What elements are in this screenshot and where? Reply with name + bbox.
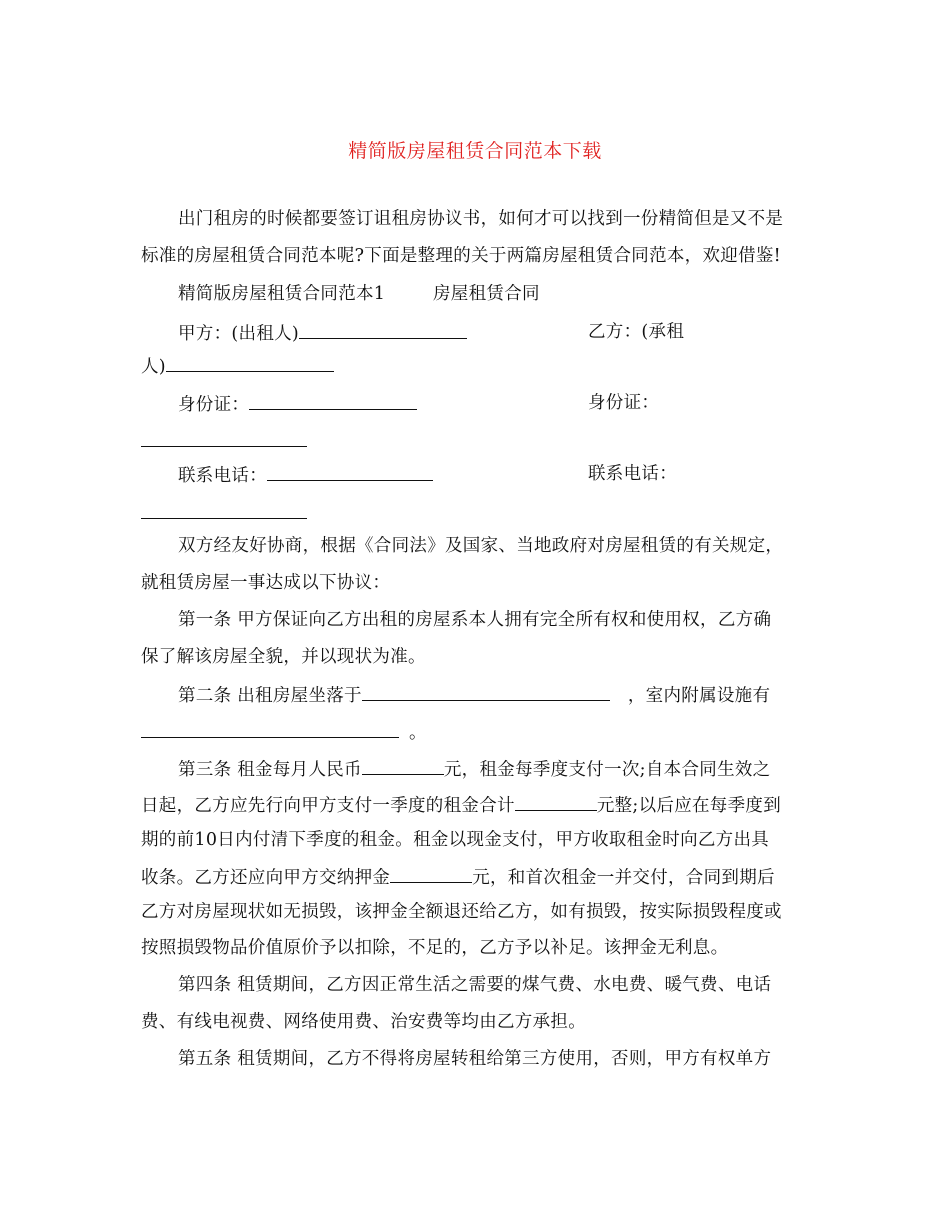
id-a-blank: [249, 391, 417, 410]
heading-part-1: 精简版房屋租赁合同范本1: [178, 284, 386, 304]
document-title: 精简版房屋租赁合同范本下载: [348, 140, 602, 162]
article-2-line-2: [141, 719, 427, 745]
party-a-text: 甲方：(出租人): [178, 324, 300, 344]
intro-line-1: 出门租房的时候都要签订诅租房协议书，如何才可以找到一份精简但是又不是: [178, 209, 784, 229]
phone-a-label: [178, 462, 433, 488]
article-2-text-b: ，室内附属设施有: [627, 686, 771, 706]
phone-b-blank: [141, 518, 307, 519]
id-a-text: 身份证：: [178, 395, 250, 415]
party-b-label-1: 乙方：(承租: [588, 322, 685, 342]
article-2-text-a: 第二条 出租房屋坐落于: [178, 686, 362, 706]
monthly-rent-blank: [362, 756, 444, 775]
intro-line-2: 标准的房屋租赁合同范本呢?下面是整理的关于两篇房屋租赁合同范本，欢迎借鉴!: [141, 246, 782, 266]
id-b-blank: [141, 446, 307, 447]
party-b-label-2: [141, 353, 334, 379]
article-1-line-2: 保了解该房屋全貌，并以现状为准。: [141, 647, 426, 667]
party-b-blank: [166, 353, 334, 372]
article-2-location-blank: [362, 682, 610, 701]
article-3-line-2: [141, 792, 781, 818]
article-3-text-4b: 元，和首次租金一并交付，合同到期后: [472, 868, 775, 888]
phone-a-blank: [267, 462, 433, 481]
article-2-facilities-blank: [141, 719, 399, 738]
article-3-line-5: 乙方对房屋现状如无损毁，该押金全额退还给乙方，如有损毁，按实际损毁程度或: [141, 902, 782, 922]
party-a-blank: [299, 320, 467, 339]
party-b-text: 人): [141, 357, 166, 377]
article-3-line-6: 按照损毁物品价值原价予以扣除，不足的，乙方予以补足。该押金无利息。: [141, 938, 729, 958]
article-4-line-1: 第四条 租赁期间，乙方因正常生活之需要的煤气费、水电费、暖气费、电话: [178, 975, 772, 995]
party-a-label: [178, 320, 467, 346]
article-2-line-1: [178, 682, 770, 708]
article-3-text-2b: 元整;以后应在每季度到: [596, 796, 782, 816]
phone-a-text: 联系电话：: [178, 466, 267, 486]
article-3-text-1a: 第三条 租金每月人民币: [178, 760, 362, 780]
quarterly-rent-blank: [515, 792, 597, 811]
article-3-text-1b: 元，租金每季度支付一次;自本合同生效之: [443, 760, 771, 780]
article-1-line-1: 第一条 甲方保证向乙方出租的房屋系本人拥有完全所有权和使用权，乙方确: [178, 610, 772, 630]
id-a-label: [178, 391, 417, 417]
article-3-line-1: [178, 756, 770, 782]
article-3-text-4a: 收条。乙方还应向甲方交纳押金: [141, 868, 391, 888]
article-3-line-4: [141, 864, 775, 890]
preamble-line-1: 双方经友好协商，根据《合同法》及国家、当地政府对房屋租赁的有关规定，: [178, 536, 784, 556]
phone-b-label: 联系电话：: [588, 464, 677, 484]
preamble-line-2: 就租赁房屋一事达成以下协议：: [141, 573, 391, 593]
deposit-blank: [390, 864, 472, 883]
article-2-text-c: 。: [409, 723, 427, 743]
heading-part-2: 房屋租赁合同: [433, 284, 540, 304]
id-b-label: 身份证：: [588, 393, 660, 413]
article-3-line-3: 期的前10日内付清下季度的租金。租金以现金支付，甲方收取租金时向乙方出具: [141, 830, 770, 850]
article-5-line-1: 第五条 租赁期间，乙方不得将房屋转租给第三方使用，否则，甲方有权单方: [178, 1049, 772, 1069]
article-3-text-2a: 日起，乙方应先行向甲方支付一季度的租金合计: [141, 796, 515, 816]
article-4-line-2: 费、有线电视费、网络使用费、治安费等均由乙方承担。: [141, 1012, 586, 1032]
